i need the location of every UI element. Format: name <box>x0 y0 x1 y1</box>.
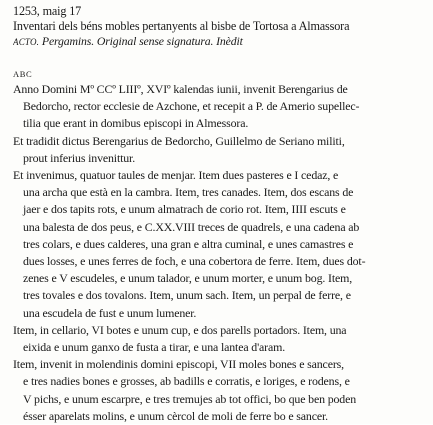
section-marker: ABC <box>13 69 33 79</box>
body-line: eixida e unum ganxo de fusta a tirar, e una lantea d'aram. <box>23 340 286 355</box>
document-body <box>13 81 425 425</box>
body-line: jaer e dos tapits rots, e unum almatrach de corio rot. Item, IIII escuts e <box>23 202 346 217</box>
body-line: e tres nadies bones e grosses, ab badills e corratis, e loriges, e rodens, e <box>23 374 350 389</box>
document-title: Inventari dels béns mobles pertanyents al bisbe de Tortosa a Almassora <box>13 19 350 33</box>
body-line: zenes e V escudeles, e unum talador, e unum morter, e unum bog. Item, <box>23 271 353 286</box>
source-description: Pergamins. Original sense signatura. Inèdit <box>41 34 243 48</box>
body-line: una balesta de dos peus, e C.XX.VIII treces de quadrels, e una cadena ab <box>23 219 360 234</box>
body-line: ésser aparelats molins, e unum cèrcol de moli de ferre bo e sancer. <box>23 408 328 423</box>
body-line: Bedorcho, rector ecclesie de Azchone, et recepit a P. de Amerio supellec- <box>23 99 360 114</box>
body-line: Item, in cellario, VI botes e unum cup, e dos parells portadors. Item, una <box>13 322 347 337</box>
body-line: V pichs, e unum escarpre, e tres tremujes ab tot offici, bo que ben poden <box>23 391 357 406</box>
body-line: una archa que està en la cambra. Item, tres canades. Item, dos escans de <box>23 185 354 200</box>
document-source <box>13 34 425 50</box>
body-line: prout inferius invenittur. <box>23 150 136 165</box>
body-line: tres tovales e dos tovalons. Item, unum sach. Item, un perpal de ferre, e <box>23 288 351 303</box>
body-line: Anno Domini Mº CCº LIIIº, XVIº kalendas iunii, invenit Berengarius de <box>13 82 348 96</box>
document-date: 1253, maig 17 <box>13 4 82 18</box>
body-line: tilia que erant in domibus episcopi in Almessora. <box>23 116 249 131</box>
source-archive-abbrev: ACTO. <box>13 37 40 47</box>
body-line: Et invenimus, quatuor taules de menjar. Item dues pasteres e I cedaz, e <box>13 168 339 183</box>
body-line: tres colars, e dues calderes, una gran e altra cuminal, e unes camastres e <box>23 236 354 251</box>
body-line: dues losses, e unes ferres de foch, e una cobertora de ferre. Item, dues dot- <box>23 254 366 269</box>
body-line: Item, invenit in molendinis domini episcopi, VII moles bones e sancers, <box>13 357 344 372</box>
body-line: Et tradidit dictus Berengarius de Bedorcho, Guillelmo de Seriano militi, <box>13 133 345 148</box>
body-line: una escudela de fust e unum lumener. <box>23 305 197 320</box>
